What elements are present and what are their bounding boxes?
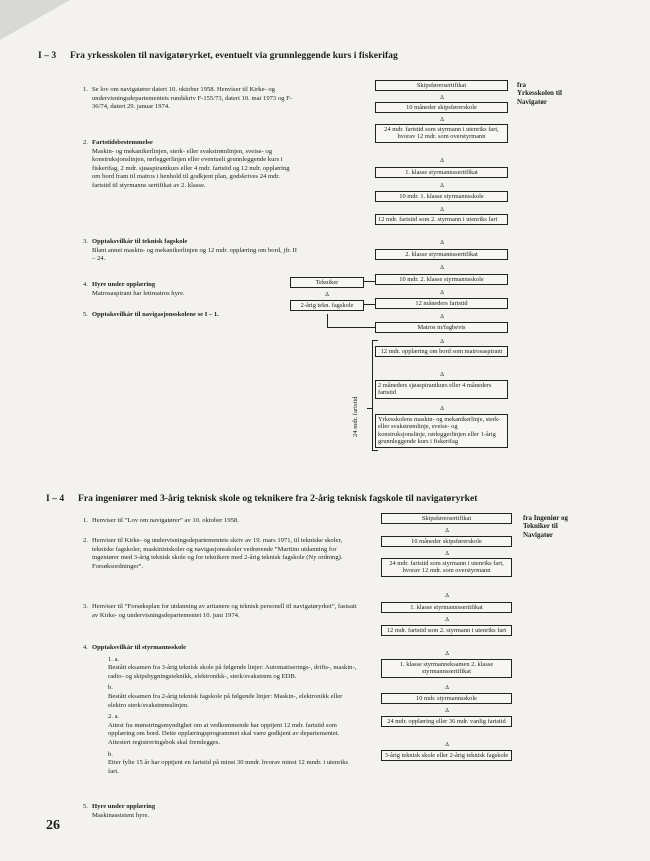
sub-item xyxy=(108,713,357,747)
up-arrow: Δ xyxy=(445,593,449,599)
item-number: 2. xyxy=(83,139,88,146)
item-number: 4. xyxy=(83,644,88,651)
bracket xyxy=(372,340,373,450)
sub-text: Etter fylte 15 år har opptjent en fartstid på minst 30 mndr. hvorav minst 12 mndr. i utenriks fart. xyxy=(108,759,349,775)
chain-box: 10 mdr. 2. klasse styrmannsskole xyxy=(375,274,508,285)
connector xyxy=(364,304,375,305)
item-number: 1. xyxy=(83,86,88,93)
item-text: Henviser til Kirke- og undervisningsdepartementets skriv av 19. mars 1971, til tekniske skoler, tekniske fagskoler, maskinistskoler og navigasjonsskoler vedrørende ”Maritim utdanning for ingeniører med 3-årig teknisk skole og for teknikere med 2-årig teknisk fagskole (Ny ordning). Forsøksordninger”. xyxy=(92,537,343,570)
sub-letter: a. xyxy=(114,713,120,721)
chain-box: 1. klasse styrmanneksamen 2. klasse styrmannssertifikat xyxy=(381,659,512,678)
list-item xyxy=(83,803,292,820)
item-text: Maskin- og mekanikerlinjen, sterk- eller svakstrømlinjen, sveise- og konstruksjonslinjen, rørleggerlinjen eller eventuelt grunnleggende kurs i fiskerifag, 2 mdr. sjøaspirantkurs eller 4 mdr. fartstid og 12 mdr. opplæring om bord fram til matros i henhold til godkjent plan, godskrives 24 mdr. fartstid til styrmanns sertifikat av 2. klasse. xyxy=(92,147,290,189)
item-number: 1. xyxy=(83,517,88,524)
item-text: Henviser til ”Forsøksplan for utdanning av artianere og teknisk personell til navigatøryrket”, fastsatt av Kirke- og undervisningsdepartementet 10. juni 1974. xyxy=(92,603,357,619)
section-title: Fra ingeniører med 3-årig teknisk skole og teknikere fra 2-årig teknisk fagskole til navigatøryrket xyxy=(78,493,478,504)
up-arrow: Δ xyxy=(440,339,444,345)
item-text: Henviser til ”Lov om navigatører” av 10. oktober 1958. xyxy=(92,517,239,524)
item-text: Matrosaspirant har lettmatros hyre. xyxy=(92,289,185,297)
up-arrow: Δ xyxy=(440,117,444,123)
connector xyxy=(327,314,328,327)
side-label: fra Yrkesskolen til Navigatør xyxy=(517,81,562,106)
up-arrow: Δ xyxy=(445,528,449,534)
chain-box: 12 mdr. fartstid som 2. styrmann i utenriks fart xyxy=(375,214,508,225)
up-arrow: Δ xyxy=(440,290,444,296)
list-item xyxy=(83,517,357,526)
up-arrow: Δ xyxy=(440,314,444,320)
sub-text: Attest fra mønstringsmyndighet om at vedkommende har opptjent 12 mdr. fartstid som opplæring om bord. Dette opplæringsprogrammet skal være godkjent av departementet. Attestert registreringsbok skal fremlegges. xyxy=(108,721,340,746)
chain-box: 1. klasse styrmannssertifikat xyxy=(381,602,512,613)
connector xyxy=(327,327,375,328)
fartstid-label: 24 mdr. fartstid xyxy=(352,396,359,437)
section-number: I – 4 xyxy=(46,493,65,504)
chain-box: 12 måneders fartstid xyxy=(375,298,508,309)
chain-box: 10 måneder skipsførerskole xyxy=(381,536,512,547)
section-heading-2 xyxy=(46,493,477,504)
item-heading: Opptaksvilkår til teknisk fagskole xyxy=(92,238,188,245)
list-item xyxy=(83,311,292,320)
chain-box: 10 mdr. 1. klasse styrmannsskole xyxy=(375,191,508,202)
chain-box: 10 måneder skipsførerskole xyxy=(375,102,508,113)
list-item xyxy=(83,603,357,620)
chain-box: Skipsførersertifikat xyxy=(375,80,508,91)
list-item xyxy=(83,86,297,112)
sub-letter: b. xyxy=(108,750,113,758)
up-arrow: Δ xyxy=(445,617,449,623)
item-number: 2. xyxy=(83,537,88,544)
up-arrow: Δ xyxy=(445,651,449,657)
tekniker-box: Tekniker xyxy=(290,277,364,288)
sub-item xyxy=(108,751,357,777)
chain-box: 2 måneders sjøaspirantkurs eller 4 måneders fartstid xyxy=(375,380,508,399)
sub-letter: a. xyxy=(114,655,120,663)
sub-number: 2. xyxy=(108,713,113,721)
item-number: 3. xyxy=(83,238,88,245)
item-text: Maskinassistent hyre. xyxy=(92,811,150,819)
chain-box: 24 mdr. opplæring eller 36 mdr. vanlig fartstid xyxy=(381,716,512,727)
up-arrow: Δ xyxy=(440,207,444,213)
item-number: 4. xyxy=(83,281,88,288)
up-arrow: Δ xyxy=(445,685,449,691)
chain-box: 12 mdr. opplæring om bord som matrosaspirant xyxy=(375,346,508,357)
chain-box: 10 mdr. styrmannsskole xyxy=(381,693,512,704)
up-arrow: Δ xyxy=(445,708,449,714)
item-heading: Opptaksvilkår til navigasjonsskolene se I – 1. xyxy=(92,311,219,318)
sub-text: Bestått eksamen fra 3-årig teknisk skole på følgende linjer: Automatiserings-, drifts-, maskin-, radio- og skipsbygningsteknikk, elektronikk-, sterk/svakstrøm og EDB. xyxy=(108,664,357,680)
up-arrow: Δ xyxy=(440,406,444,412)
list-item xyxy=(83,537,357,571)
item-number: 5. xyxy=(83,311,88,318)
up-arrow: Δ xyxy=(445,742,449,748)
item-number: 3. xyxy=(83,603,88,610)
up-arrow: Δ xyxy=(325,292,329,298)
section-number: I – 3 xyxy=(38,50,57,61)
list-item xyxy=(83,238,297,264)
bracket xyxy=(372,340,378,341)
chain-box: Matros m/fagbevis xyxy=(375,322,508,333)
fagskole-box: 2-årig tekn. fagskole xyxy=(290,300,364,311)
chain-box: 24 mdr. fartstid som styrmann i utenriks fart, hvorav 12 mdr. som overstyrmann xyxy=(381,558,512,577)
page-number: 26 xyxy=(46,818,60,833)
list-item xyxy=(83,644,357,776)
item-heading: Opptaksvilkår til styrmannsskole xyxy=(92,644,187,651)
up-arrow: Δ xyxy=(440,265,444,271)
section-title: Fra yrkesskolen til navigatøryrket, eventuelt via grunnleggende kurs i fiskerifag xyxy=(70,50,398,61)
side-label: fra Ingeniør og Tekniker til Navigatør xyxy=(523,514,568,539)
item-heading: Fartstidsbestemmelse xyxy=(92,139,153,146)
chain-box: Yrkesskolens maskin- og mekanikerlinje, sterk- eller svakstrømlinje, sveise- og konstruksjonslinje, rørleggerlinjen eller 1-årig grunnleggende kurs i fiskerifag xyxy=(375,414,508,448)
chain-box: Skipsførersertifikat xyxy=(381,513,512,524)
up-arrow: Δ xyxy=(445,551,449,557)
up-arrow: Δ xyxy=(440,240,444,246)
chain-box: 2. klasse styrmannssertifikat xyxy=(375,249,508,260)
connector xyxy=(364,281,375,282)
sub-text: Bestått eksamen fra 2-årig teknisk fagskole på følgende linjer: Maskin-, elektronikk eller elektro sterk/svakstrømslinjen. xyxy=(108,692,343,709)
item-number: 5. xyxy=(83,803,88,810)
item-text: Blant annet maskin- og mekanikerlinjen og 12 mdr. opplæring om bord, jfr. II – 24. xyxy=(92,246,297,263)
up-arrow: Δ xyxy=(440,372,444,378)
item-heading: Hyre under opplæring xyxy=(92,281,156,288)
folded-page-corner xyxy=(0,0,70,40)
up-arrow: Δ xyxy=(440,158,444,164)
chain-box: 24 mdr. fartstid som styrmann i utenriks fart, hvorav 12 mdr. som overstyrmann xyxy=(375,124,508,143)
list-item xyxy=(83,281,282,298)
list-item xyxy=(83,139,297,191)
chain-box: 3-årig teknisk skole eller 2-årig teknisk fagskole xyxy=(381,750,512,761)
up-arrow: Δ xyxy=(440,183,444,189)
sub-item xyxy=(108,684,357,710)
up-arrow: Δ xyxy=(440,95,444,101)
sub-letter: b. xyxy=(108,684,113,692)
bracket xyxy=(367,408,372,409)
bracket xyxy=(372,450,378,451)
chain-box: 12 mdr. fartstid som 2. styrmann i utenriks fart xyxy=(381,625,512,636)
item-heading: Hyre under opplæring xyxy=(92,803,156,810)
sub-item xyxy=(108,656,357,682)
chain-box: 1. klasse styrmannssertifikat xyxy=(375,167,508,178)
section-heading-1 xyxy=(38,50,398,61)
item-text: Se lov om navigatører datert 10. oktober 1958. Henviser til Kirke- og undervisningsdepartementets rundskriv F-155/73, datert 10. mai 1973 og F-36/74, datert 29. januar 1974. xyxy=(92,86,292,111)
sub-number: 1. xyxy=(108,655,113,663)
